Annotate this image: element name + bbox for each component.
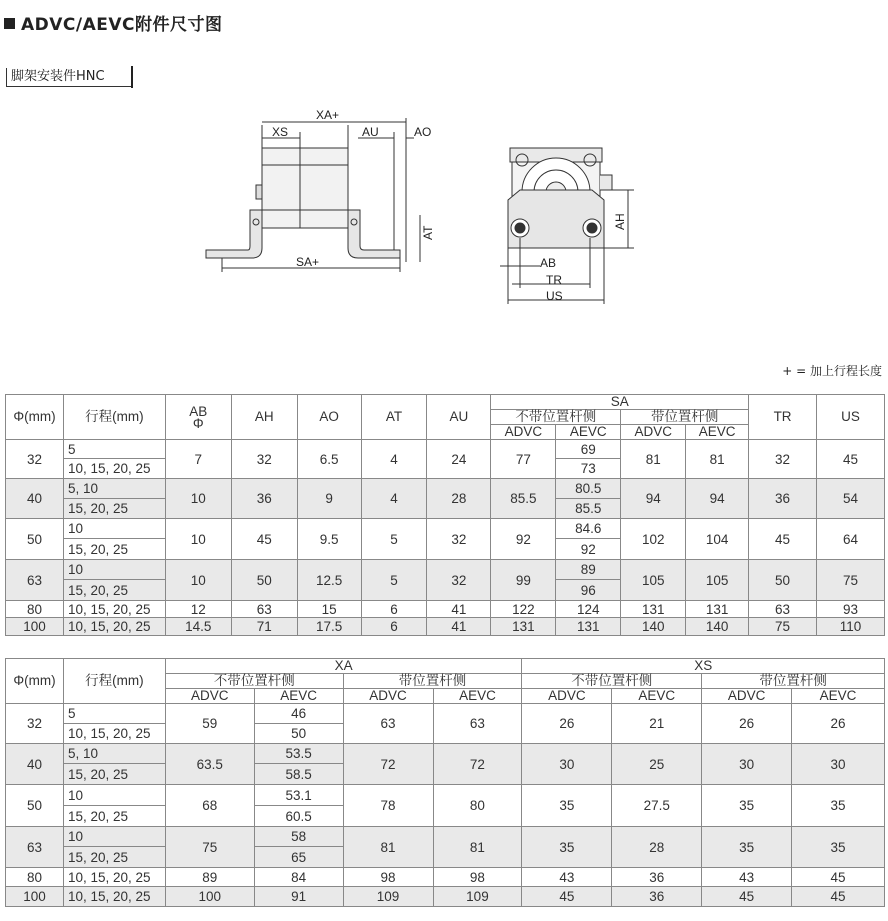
cell-phi: 80 <box>6 601 64 618</box>
dimensions-table-1 <box>5 394 885 636</box>
cell-xs-no-rod-aevc: 36 <box>612 887 702 907</box>
cell-xs-no-rod-aevc: 21 <box>612 704 702 744</box>
col-header-xa: XA <box>165 659 522 674</box>
col-header-advc: ADVC <box>165 689 254 704</box>
cell-sb-advc: 105 <box>621 560 686 601</box>
cell-xa-with-rod-advc: 78 <box>343 785 433 827</box>
cell-xa-with-rod-advc: 81 <box>343 827 433 868</box>
cell-sb-aevc: 105 <box>686 560 749 601</box>
cell-xs-no-rod-aevc: 25 <box>612 744 702 785</box>
cell-sb-advc: 81 <box>621 440 686 479</box>
cell-stroke: 5, 10 <box>63 479 165 499</box>
cell-ah: 45 <box>231 519 297 560</box>
label-ab: AB <box>540 256 557 270</box>
cell-us: 64 <box>817 519 885 560</box>
cell-tr: 36 <box>749 479 817 519</box>
cell-phi: 40 <box>6 744 64 785</box>
cell-xa-with-rod-aevc: 109 <box>433 887 522 907</box>
cell-xa-with-rod-aevc: 63 <box>433 704 522 744</box>
cell-xa-no-rod-aevc: 60.5 <box>254 806 343 827</box>
dimensions-table-2 <box>5 658 885 907</box>
cell-au: 28 <box>427 479 491 519</box>
cell-phi: 63 <box>6 560 64 601</box>
cell-stroke: 15, 20, 25 <box>63 847 165 868</box>
cell-ab: 10 <box>165 560 231 601</box>
cell-at: 4 <box>361 440 427 479</box>
cell-phi: 40 <box>6 479 64 519</box>
cell-xs-with-rod-aevc: 30 <box>792 744 885 785</box>
cell-sa-advc: 131 <box>491 618 556 636</box>
col-header-with-rod: 带位置杆侧 <box>343 674 522 689</box>
cell-xa-no-rod-advc: 63.5 <box>165 744 254 785</box>
col-header-us: US <box>817 395 885 440</box>
col-header-aevc: AEVC <box>433 689 522 704</box>
cell-xs-no-rod-advc: 35 <box>522 785 612 827</box>
cell-tr: 75 <box>749 618 817 636</box>
cell-stroke: 5 <box>63 704 165 724</box>
cell-ab: 10 <box>165 479 231 519</box>
cell-sb-aevc: 104 <box>686 519 749 560</box>
table-row <box>6 704 885 724</box>
cell-au: 32 <box>427 560 491 601</box>
col-header-ab <box>165 395 231 440</box>
cell-tr: 50 <box>749 560 817 601</box>
cell-xa-with-rod-aevc: 72 <box>433 744 522 785</box>
cell-ao: 9.5 <box>297 519 361 560</box>
cell-stroke: 5, 10 <box>63 744 165 764</box>
cell-stroke: 15, 20, 25 <box>63 499 165 519</box>
cell-xs-with-rod-advc: 43 <box>702 868 792 887</box>
cell-xs-no-rod-advc: 26 <box>522 704 612 744</box>
col-header-advc: ADVC <box>621 425 686 440</box>
table-row <box>6 519 885 539</box>
dimension-drawing <box>0 100 888 310</box>
col-header-aevc: AEVC <box>792 689 885 704</box>
label-au: AU <box>362 125 379 139</box>
cell-sb-advc: 102 <box>621 519 686 560</box>
label-ah: AH <box>613 213 627 230</box>
col-header-aevc: AEVC <box>686 425 749 440</box>
label-ao: AO <box>414 125 432 139</box>
cell-sb-aevc: 81 <box>686 440 749 479</box>
cell-sb-advc: 94 <box>621 479 686 519</box>
cell-stroke: 15, 20, 25 <box>63 806 165 827</box>
cell-xa-no-rod-aevc: 65 <box>254 847 343 868</box>
cell-phi: 50 <box>6 785 64 827</box>
page-title-text: ADVC/AEVC附件尺寸图 <box>21 15 223 35</box>
section-tag: 脚架安装件HNC <box>6 68 133 87</box>
page-title <box>4 10 223 35</box>
cell-xa-no-rod-aevc: 91 <box>254 887 343 907</box>
table-row <box>6 744 885 764</box>
table-row <box>6 601 885 618</box>
cell-xs-with-rod-advc: 26 <box>702 704 792 744</box>
cell-stroke: 10, 15, 20, 25 <box>63 887 165 907</box>
label-at: AT <box>421 225 435 240</box>
col-header-ah: AH <box>231 395 297 440</box>
cell-xa-no-rod-advc: 59 <box>165 704 254 744</box>
cell-at: 6 <box>361 618 427 636</box>
cell-ao: 6.5 <box>297 440 361 479</box>
cell-stroke: 10 <box>63 519 165 539</box>
table-row <box>6 440 885 459</box>
cell-xa-no-rod-aevc: 50 <box>254 724 343 744</box>
cell-stroke: 15, 20, 25 <box>63 539 165 560</box>
cell-us: 75 <box>817 560 885 601</box>
cell-xs-with-rod-advc: 35 <box>702 827 792 868</box>
cell-ah: 71 <box>231 618 297 636</box>
cell-sa-advc: 77 <box>491 440 556 479</box>
cell-sa-aevc: 80.5 <box>556 479 621 499</box>
cell-stroke: 10, 15, 20, 25 <box>63 724 165 744</box>
cell-at: 4 <box>361 479 427 519</box>
cell-phi: 80 <box>6 868 64 887</box>
col-header-stroke: 行程(mm) <box>63 659 165 704</box>
cell-ah: 63 <box>231 601 297 618</box>
cell-xa-with-rod-advc: 63 <box>343 704 433 744</box>
col-header-stroke: 行程(mm) <box>63 395 165 440</box>
cell-ab: 12 <box>165 601 231 618</box>
cell-ah: 36 <box>231 479 297 519</box>
cell-sa-aevc: 124 <box>556 601 621 618</box>
col-header-ao: AO <box>297 395 361 440</box>
cell-sb-advc: 140 <box>621 618 686 636</box>
cell-xs-with-rod-aevc: 35 <box>792 785 885 827</box>
cell-sb-advc: 131 <box>621 601 686 618</box>
cell-ao: 12.5 <box>297 560 361 601</box>
col-header-aevc: AEVC <box>556 425 621 440</box>
cell-us: 110 <box>817 618 885 636</box>
cell-xs-with-rod-advc: 30 <box>702 744 792 785</box>
cell-stroke: 10, 15, 20, 25 <box>63 618 165 636</box>
cell-xs-with-rod-aevc: 35 <box>792 827 885 868</box>
col-header-xs: XS <box>522 659 885 674</box>
cell-stroke: 10 <box>63 785 165 806</box>
cell-sa-advc: 122 <box>491 601 556 618</box>
cell-au: 41 <box>427 618 491 636</box>
cell-phi: 63 <box>6 827 64 868</box>
col-header-advc: ADVC <box>522 689 612 704</box>
cell-xs-no-rod-aevc: 27.5 <box>612 785 702 827</box>
cell-sa-advc: 99 <box>491 560 556 601</box>
cell-au: 41 <box>427 601 491 618</box>
cell-xa-with-rod-aevc: 98 <box>433 868 522 887</box>
cell-us: 93 <box>817 601 885 618</box>
cell-xs-no-rod-advc: 35 <box>522 827 612 868</box>
cell-xa-with-rod-advc: 72 <box>343 744 433 785</box>
col-header-advc: ADVC <box>702 689 792 704</box>
cell-at: 5 <box>361 560 427 601</box>
cell-stroke: 10, 15, 20, 25 <box>63 601 165 618</box>
cell-xa-with-rod-advc: 98 <box>343 868 433 887</box>
cell-xa-no-rod-advc: 75 <box>165 827 254 868</box>
cell-stroke: 15, 20, 25 <box>63 580 165 601</box>
col-header-advc: ADVC <box>343 689 433 704</box>
col-header-at: AT <box>361 395 427 440</box>
table-row <box>6 479 885 499</box>
cell-ao: 15 <box>297 601 361 618</box>
cell-ah: 50 <box>231 560 297 601</box>
cell-stroke: 10, 15, 20, 25 <box>63 868 165 887</box>
label-tr: TR <box>546 273 562 287</box>
cell-xa-with-rod-aevc: 80 <box>433 785 522 827</box>
cell-tr: 45 <box>749 519 817 560</box>
table-row <box>6 618 885 636</box>
cell-us: 45 <box>817 440 885 479</box>
cell-xa-no-rod-aevc: 58.5 <box>254 764 343 785</box>
cell-au: 32 <box>427 519 491 560</box>
cell-stroke: 15, 20, 25 <box>63 764 165 785</box>
cell-xs-no-rod-advc: 30 <box>522 744 612 785</box>
cell-sb-aevc: 140 <box>686 618 749 636</box>
cell-xs-with-rod-aevc: 45 <box>792 868 885 887</box>
table-row <box>6 868 885 887</box>
cell-xs-no-rod-aevc: 36 <box>612 868 702 887</box>
table-row <box>6 887 885 907</box>
cell-phi: 32 <box>6 704 64 744</box>
label-xs: XS <box>272 125 289 139</box>
table-header-row <box>6 659 885 674</box>
col-header-tr: TR <box>749 395 817 440</box>
cell-au: 24 <box>427 440 491 479</box>
cell-tr: 63 <box>749 601 817 618</box>
cell-xs-with-rod-advc: 45 <box>702 887 792 907</box>
cell-sa-aevc: 85.5 <box>556 499 621 519</box>
table-header-row <box>6 395 885 410</box>
cell-stroke: 10 <box>63 827 165 847</box>
cell-us: 54 <box>817 479 885 519</box>
cell-phi: 100 <box>6 887 64 907</box>
cell-xa-no-rod-advc: 100 <box>165 887 254 907</box>
cell-xs-with-rod-advc: 35 <box>702 785 792 827</box>
cell-sa-aevc: 89 <box>556 560 621 580</box>
cell-sa-aevc: 131 <box>556 618 621 636</box>
cell-xs-no-rod-advc: 43 <box>522 868 612 887</box>
cell-xs-with-rod-aevc: 45 <box>792 887 885 907</box>
stroke-note: + = 加上行程长度 <box>782 364 882 378</box>
cell-sb-aevc: 94 <box>686 479 749 519</box>
cell-xa-with-rod-aevc: 81 <box>433 827 522 868</box>
col-header-no-rod: 不带位置杆侧 <box>165 674 343 689</box>
cell-ab: 14.5 <box>165 618 231 636</box>
cell-sa-advc: 85.5 <box>491 479 556 519</box>
cell-xs-no-rod-advc: 45 <box>522 887 612 907</box>
cell-xa-no-rod-advc: 68 <box>165 785 254 827</box>
col-header-ab-text: AB <box>189 404 208 419</box>
cell-ab: 7 <box>165 440 231 479</box>
table-row <box>6 560 885 580</box>
cell-xs-no-rod-aevc: 28 <box>612 827 702 868</box>
cell-phi: 100 <box>6 618 64 636</box>
cell-phi: 32 <box>6 440 64 479</box>
col-header-aevc: AEVC <box>612 689 702 704</box>
col-header-sa: SA <box>491 395 749 410</box>
cell-sa-advc: 92 <box>491 519 556 560</box>
col-header-advc: ADVC <box>491 425 556 440</box>
cell-xa-no-rod-aevc: 46 <box>254 704 343 724</box>
label-us: US <box>546 289 563 303</box>
cell-xa-no-rod-aevc: 58 <box>254 827 343 847</box>
col-header-no-rod: 不带位置杆侧 <box>522 674 702 689</box>
cell-sb-aevc: 131 <box>686 601 749 618</box>
cell-ao: 17.5 <box>297 618 361 636</box>
col-header-ab-sub: Φ <box>192 416 204 431</box>
cell-sa-aevc: 92 <box>556 539 621 560</box>
table-row <box>6 785 885 806</box>
cell-xa-no-rod-aevc: 53.1 <box>254 785 343 806</box>
col-header-aevc: AEVC <box>254 689 343 704</box>
cell-phi: 50 <box>6 519 64 560</box>
cell-xa-no-rod-aevc: 84 <box>254 868 343 887</box>
cell-xs-with-rod-aevc: 26 <box>792 704 885 744</box>
col-header-phi: Φ(mm) <box>6 659 64 704</box>
cell-sa-aevc: 73 <box>556 459 621 479</box>
cell-tr: 32 <box>749 440 817 479</box>
table-row <box>6 827 885 847</box>
col-header-phi: Φ(mm) <box>6 395 64 440</box>
cell-sa-aevc: 69 <box>556 440 621 459</box>
cell-xa-no-rod-aevc: 53.5 <box>254 744 343 764</box>
cell-ao: 9 <box>297 479 361 519</box>
cell-sa-aevc: 84.6 <box>556 519 621 539</box>
cell-xa-with-rod-advc: 109 <box>343 887 433 907</box>
cell-ah: 32 <box>231 440 297 479</box>
cell-stroke: 10, 15, 20, 25 <box>63 459 165 479</box>
cell-xa-no-rod-advc: 89 <box>165 868 254 887</box>
col-header-with-rod: 带位置杆侧 <box>702 674 885 689</box>
cell-ab: 10 <box>165 519 231 560</box>
col-header-with-rod: 带位置杆侧 <box>621 410 749 425</box>
cell-stroke: 10 <box>63 560 165 580</box>
cell-at: 6 <box>361 601 427 618</box>
cell-stroke: 5 <box>63 440 165 459</box>
col-header-no-rod: 不带位置杆侧 <box>491 410 621 425</box>
col-header-au: AU <box>427 395 491 440</box>
cell-sa-aevc: 96 <box>556 580 621 601</box>
cell-at: 5 <box>361 519 427 560</box>
label-xa: XA+ <box>316 108 340 122</box>
square-bullet-icon <box>4 18 15 29</box>
label-sa: SA+ <box>296 255 320 269</box>
